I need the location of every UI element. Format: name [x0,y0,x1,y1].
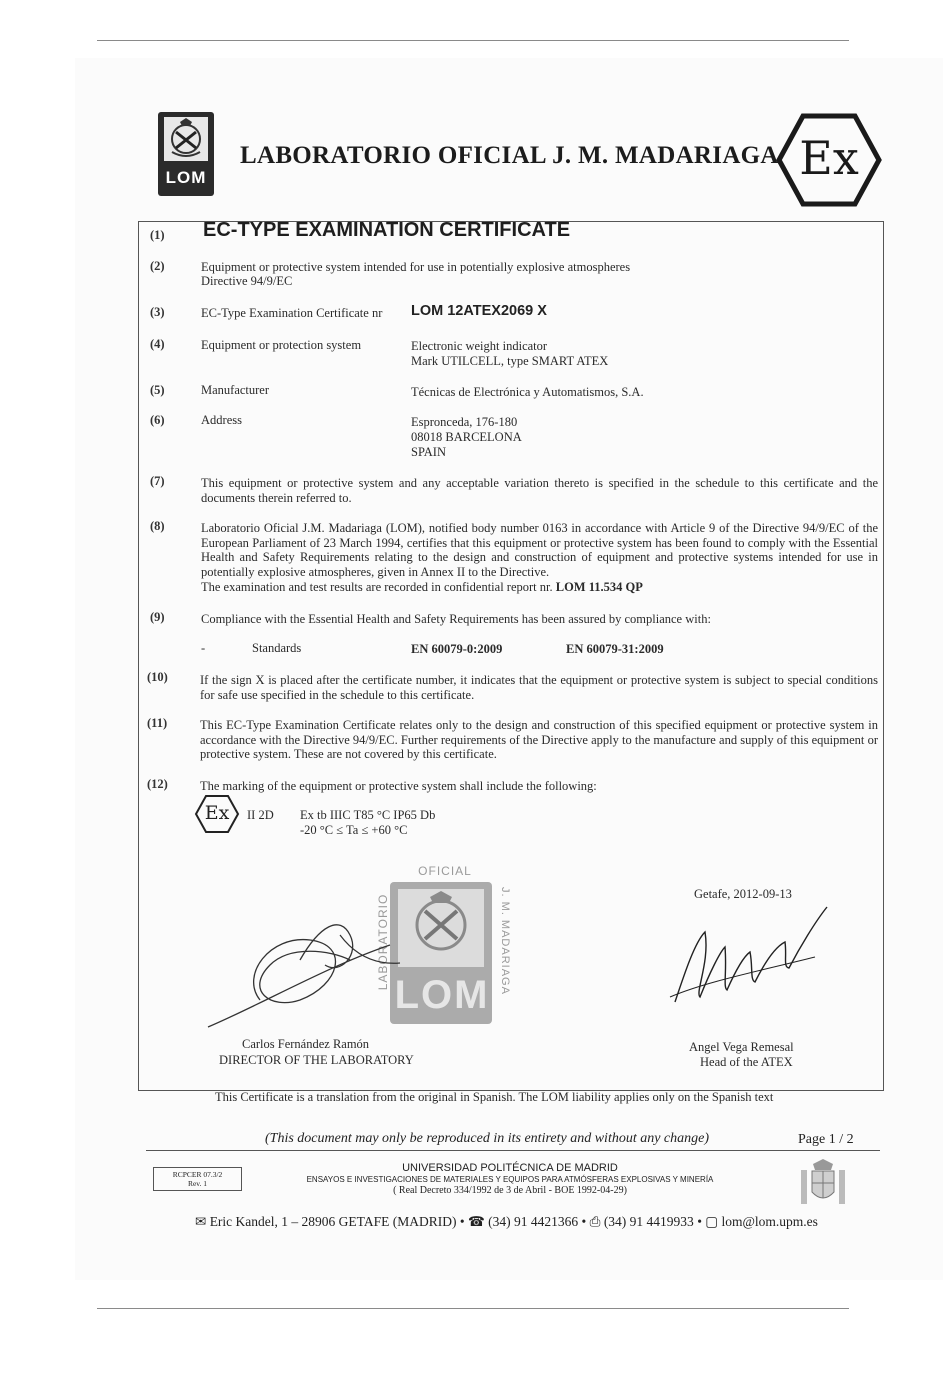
scope-line: Equipment or protective system intended for use in potentially explosive atmospheres [201,260,631,274]
equipment-label: Equipment or protection system [201,338,362,352]
equipment-value: Electronic weight indicator [411,339,548,353]
document-code: RCPCER 07.3/2 [172,1170,223,1179]
logo-text: LOM [165,168,207,187]
standard-1: EN 60079-0:2009 [411,642,503,656]
phone-icon: ☎ [467,1214,485,1229]
equipment-value: Mark UTILCELL, type SMART ATEX [411,354,609,368]
item-number: (10) [147,670,168,684]
equipment-group: II 2D [247,808,274,822]
computer-icon: ▢ [705,1214,719,1229]
report-text: The examination and test results are recorded in confidential report nr. [201,580,553,594]
signature-left [200,905,440,1035]
separator-dot: • [459,1214,465,1229]
marking-line-1: Ex tb IIIC T85 °C IP65 Db [300,808,436,822]
contact-line [195,1214,818,1230]
cert-nr-value: LOM 12ATEX2069 X [411,303,547,319]
signature-right [665,902,835,1012]
address-label: Address [201,413,242,427]
separator-dot: • [581,1214,587,1229]
decreto-line: ( Real Decreto 334/1992 de 3 de Abril - BOE 1992-04-29) [393,1185,627,1196]
item-number: (3) [150,305,165,319]
translation-note: This Certificate is a translation from the original in Spanish. The LOM liability applies only on the Spanish text [215,1090,774,1104]
item-number: (4) [150,337,165,351]
cert-nr-label: EC-Type Examination Certificate nr [201,306,383,320]
manufacturer-label: Manufacturer [201,383,270,397]
document-code-box [153,1167,242,1191]
item-number: (2) [150,259,165,273]
ensayos-line: ENSAYOS E INVESTIGACIONES DE MATERIALES Y EQUIPOS PARA ATMÓSFERAS EXPLOSIVAS Y MINERÍA [306,1175,714,1184]
footer-separator [146,1150,880,1151]
lab-title: LABORATORIO OFICIAL J. M. MADARIAGA [240,142,779,169]
document-revision: Rev. 1 [187,1179,208,1188]
marking-line-2: -20 °C ≤ Ta ≤ +60 °C [300,823,408,837]
item-number: (9) [150,610,165,624]
page-number: Page 1 / 2 [798,1132,854,1147]
stamp-left-text: LABORATORIO [376,893,390,991]
stamp-right-text: J. M. MADARIAGA [499,887,511,995]
item-number: (6) [150,413,165,427]
item-number: (11) [147,716,168,730]
university-name: UNIVERSIDAD POLITÉCNICA DE MADRID [402,1162,618,1174]
signatory-right-name: Angel Vega Remesal [689,1040,794,1054]
institution-block [280,1162,740,1197]
signatory-left-title: DIRECTOR OF THE LABORATORY [219,1053,414,1067]
compliance-text: Compliance with the Essential Health and Safety Requirements has been assured by compliance with: [201,612,711,626]
address-line: Espronceda, 176-180 [411,415,518,429]
marking-ex-symbol [194,794,240,834]
standards-label: Standards [252,641,302,655]
item-number: (12) [147,777,168,791]
item-number: (7) [150,474,165,488]
fax-number: (34) 91 4419933 [603,1214,694,1229]
lom-logo [158,112,214,196]
standard-2: EN 60079-31:2009 [566,642,664,656]
postal-address: Eric Kandel, 1 – 28906 GETAFE (MADRID) [209,1214,457,1229]
marking-intro: The marking of the equipment or protective system shall include the following: [200,779,597,793]
atex-ex-text: Ex [799,131,859,185]
email-address: lom@lom.upm.es [721,1214,818,1229]
marking-ex-text: Ex [204,802,230,824]
stamp-bottom-text: LOM [394,973,490,1017]
item-number: (1) [150,228,165,242]
signatory-right-title: Head of the ATEX [700,1055,793,1069]
certificate-title: EC-TYPE EXAMINATION CERTIFICATE [203,219,571,241]
signatory-left-name: Carlos Fernández Ramón [242,1037,370,1051]
mail-icon: ✉ [195,1214,207,1229]
scope-limitation-paragraph: This EC-Type Examination Certificate relates only to the design and construction of this specified equipment or protective system in accordance with the Directive 94/9/EC. Further requirements of the Directive apply to the manufacture and supply of this equipment or protective system. These are not covered by this certificate. [200,718,878,761]
item-number: (5) [150,383,165,397]
separator-dot: • [697,1214,702,1229]
fax-icon: ⎙ [589,1214,601,1229]
spain-coat-of-arms-icon [799,1158,847,1208]
place-date: Getafe, 2012-09-13 [694,887,792,901]
stamp-top-text: OFICIAL [418,864,472,878]
bottom-rule [97,1308,849,1309]
schedule-paragraph: This equipment or protective system and any acceptable variation thereto is specified in the schedule to this certificate and the documents therein referred to. [201,476,878,505]
certification-paragraph: Laboratorio Oficial J.M. Madariaga (LOM), notified body number 0163 in accordance with Article 9 of the Directive 94/9/EC of the European Parliament of 23 March 1994, certifies that this equipment or protective system has been found to comply with the Essential Health and Safety Requirements relating to the design and construction of equipment and protective systems intended for use in potentially explosive atmospheres, given in Annex II to the Directive. [201,521,878,579]
phone-number: (34) 91 4421366 [488,1214,579,1229]
address-line: 08018 BARCELONA [411,430,522,444]
directive-line: Directive 94/9/EC [201,274,293,288]
report-line [201,580,643,595]
atex-ex-logo [775,112,883,208]
report-number: LOM 11.534 QP [555,580,643,594]
reproduction-note: (This document may only be reproduced in its entirety and without any change) [265,1131,710,1146]
address-line: SPAIN [411,445,446,459]
standards-dash: - [201,641,206,655]
special-conditions-paragraph: If the sign X is placed after the certificate number, it indicates that the equipment or protective system is subject to special conditions for safe use specified in the schedule to this certificate. [200,673,878,702]
top-rule [97,40,849,41]
manufacturer-value: Técnicas de Electrónica y Automatismos, S.A. [411,385,644,399]
item-number: (8) [150,519,165,533]
